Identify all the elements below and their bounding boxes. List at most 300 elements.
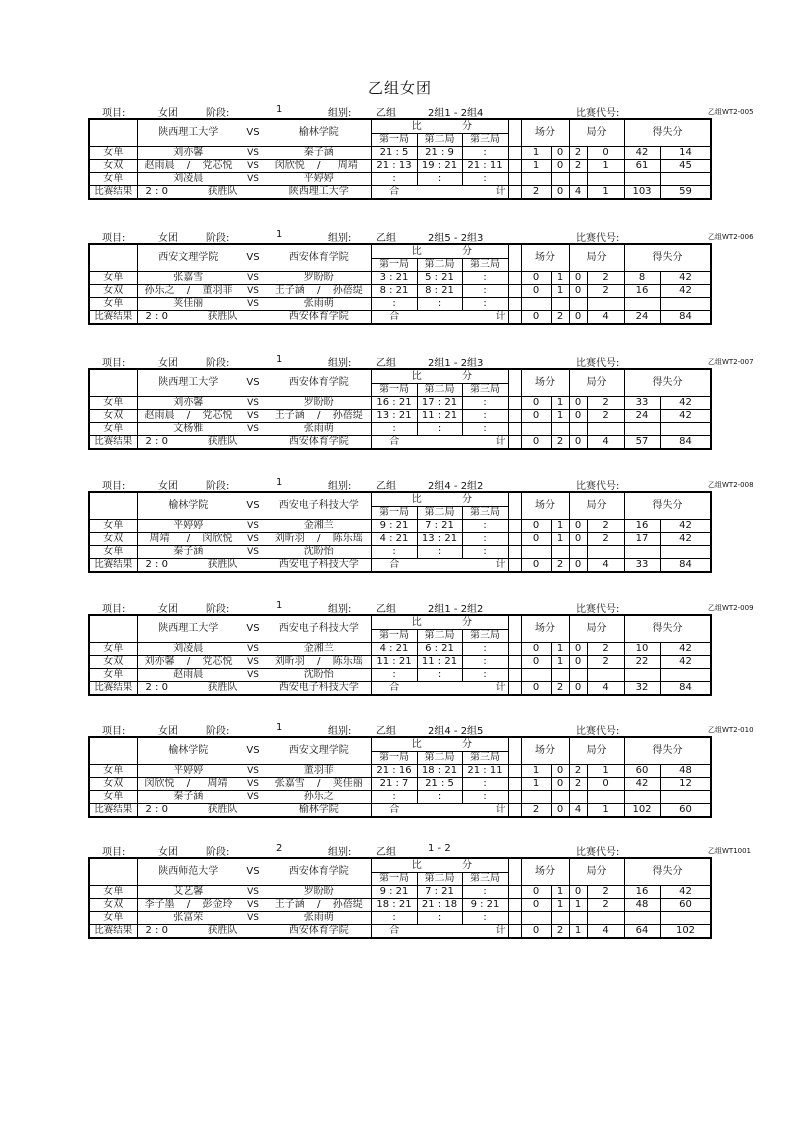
game3-header: 第三局	[470, 259, 500, 270]
vs-label: VS	[247, 424, 259, 434]
total-game-points-a: 0	[574, 559, 582, 570]
game-points-header: 局分	[586, 377, 607, 388]
total-match-points-b: 2	[556, 925, 564, 936]
slash: /	[317, 899, 321, 910]
match-points-a: 0	[532, 656, 540, 667]
event-type: 女双	[103, 410, 124, 421]
points-header: 得失分	[652, 252, 683, 263]
result-row	[89, 559, 711, 573]
match-row	[89, 520, 711, 533]
score-header-bi: 比	[411, 245, 422, 257]
total-game-points-a: 0	[574, 436, 582, 447]
points-b: 12	[679, 778, 692, 789]
game1-score: 21 : 7	[379, 778, 409, 789]
group-value: 乙组	[376, 233, 396, 244]
total-match-points-a: 0	[532, 682, 540, 693]
game-points-a: 0	[574, 656, 582, 667]
team-a-name: 陕西师范大学	[158, 866, 219, 877]
match-block	[88, 722, 754, 818]
match-row	[89, 886, 711, 899]
team-score: 2 : 0	[145, 682, 168, 693]
vs-label: VS	[246, 377, 260, 388]
table-header-row	[89, 244, 711, 259]
game2-score: 11 : 21	[421, 410, 458, 421]
game-points-header: 局分	[586, 866, 607, 877]
total-label-ji: 计	[495, 311, 506, 322]
match-header	[88, 477, 754, 492]
vs-label: VS	[247, 779, 259, 789]
vs-label: VS	[247, 161, 259, 171]
table-header-row	[89, 492, 711, 507]
match-points-b: 1	[556, 643, 564, 654]
group-value: 乙组	[376, 358, 396, 369]
match-points-b: 1	[556, 397, 564, 408]
match-header	[88, 722, 754, 737]
game1-header: 第一局	[379, 507, 409, 518]
vs-label: VS	[246, 745, 260, 756]
stage-value: 1	[276, 354, 283, 365]
match-points-a: 1	[532, 778, 540, 789]
stage-value: 1	[276, 477, 283, 488]
team-b-name: 西安文理学院	[288, 745, 349, 756]
player-b2: 孙蓓缇	[332, 410, 363, 421]
game-points-b: 2	[602, 899, 609, 910]
match-row	[89, 298, 711, 311]
result-label: 比赛结果	[94, 559, 133, 570]
winner-team: 榆林学院	[298, 804, 339, 815]
game-points-header: 局分	[586, 252, 607, 263]
player-b1: 罗盼盼	[303, 397, 334, 408]
points-b: 42	[679, 272, 692, 283]
match-points-header: 场分	[535, 745, 555, 756]
game-points-b: 2	[602, 886, 609, 897]
slash: /	[186, 899, 191, 910]
total-game-points-a: 0	[574, 311, 582, 322]
total-points-b: 59	[679, 186, 692, 197]
total-match-points-a: 0	[532, 311, 540, 322]
game3-header: 第三局	[470, 630, 500, 641]
winner-label: 获胜队	[207, 311, 238, 322]
item-value: 女团	[158, 481, 178, 492]
match-row	[89, 791, 711, 804]
match-points-b: 1	[556, 410, 564, 421]
points-b: 48	[679, 765, 692, 776]
game3-score: :	[483, 912, 487, 923]
group-label: 组别:	[328, 108, 352, 119]
match-block	[88, 600, 754, 696]
player-b1: 王子涵	[274, 410, 305, 421]
match-points-a: 1	[532, 160, 540, 171]
game1-score: 3 : 21	[379, 272, 409, 283]
player-a1: 刘亦馨	[173, 147, 204, 158]
event-type: 女单	[103, 886, 124, 897]
player-a1: 李子墨	[144, 899, 175, 910]
game-points-b: 2	[602, 520, 609, 531]
game1-score: :	[392, 173, 396, 184]
event-type: 女双	[103, 656, 124, 667]
team-b-name: 西安体育学院	[288, 866, 349, 877]
score-header-bi: 比	[411, 120, 422, 132]
game3-score: :	[483, 173, 487, 184]
event-type: 女双	[103, 899, 124, 910]
event-type: 女单	[103, 147, 124, 158]
total-points-b: 60	[679, 804, 692, 815]
vs-label: VS	[247, 273, 259, 283]
match-points-a: 1	[532, 765, 540, 776]
game1-score: 4 : 21	[379, 643, 409, 654]
game2-header: 第二局	[424, 630, 455, 641]
player-b1: 罗盼盼	[303, 272, 334, 283]
total-game-points-b: 4	[602, 311, 609, 322]
total-label-ji: 计	[495, 559, 506, 570]
player-a1: 平婷婷	[173, 520, 204, 531]
winner-label: 获胜队	[207, 925, 238, 936]
match-table	[88, 491, 712, 573]
total-game-points-b: 4	[602, 436, 609, 447]
team-b-name: 西安电子科技大学	[278, 500, 359, 511]
match-table	[88, 243, 712, 325]
points-header: 得失分	[652, 127, 683, 138]
item-label: 项目:	[102, 108, 126, 119]
player-b1: 王子涵	[274, 899, 305, 910]
game1-score: :	[392, 669, 396, 680]
points-a: 8	[638, 272, 646, 283]
player-b1: 沈盼怡	[303, 669, 334, 680]
points-header: 得失分	[652, 745, 683, 756]
points-b: 42	[679, 285, 692, 296]
player-a1: 艾艺馨	[173, 886, 204, 897]
points-header: 得失分	[652, 866, 683, 877]
points-a: 42	[635, 778, 649, 789]
vs-label: VS	[247, 299, 259, 309]
player-a1: 孙乐之	[144, 285, 175, 296]
points-a: 16	[635, 285, 649, 296]
game1-score: 11 : 21	[376, 656, 412, 667]
game2-score: 19 : 21	[421, 160, 458, 171]
player-a2: 周靖	[207, 778, 228, 789]
game-points-b: 1	[602, 160, 609, 171]
game-points-a: 0	[574, 397, 582, 408]
points-a: 33	[635, 397, 649, 408]
points-a: 10	[635, 643, 649, 654]
game2-header: 第二局	[424, 873, 455, 884]
total-points-a: 32	[635, 682, 649, 693]
match-code: 乙组WT2-006	[708, 233, 754, 241]
game1-score: :	[392, 912, 396, 923]
game2-score: 7 : 21	[425, 520, 454, 531]
vs-label: VS	[246, 127, 260, 138]
total-match-points-a: 2	[532, 186, 540, 197]
stage-label: 阶段:	[206, 481, 230, 492]
vs-label: VS	[247, 900, 259, 910]
result-label: 比赛结果	[94, 804, 133, 815]
game1-score: 18 : 21	[376, 899, 412, 910]
total-match-points-b: 0	[556, 186, 564, 197]
vs-label: VS	[246, 866, 260, 877]
match-row	[89, 912, 711, 925]
match-code-label: 比赛代号:	[576, 604, 620, 615]
vs-label: VS	[247, 286, 259, 296]
game2-score: :	[437, 546, 442, 557]
stage-label: 阶段:	[206, 847, 230, 858]
game2-score: :	[437, 669, 442, 680]
player-a1: 刘亦馨	[173, 397, 204, 408]
slash: /	[186, 410, 191, 421]
game-points-b: 0	[602, 778, 609, 789]
match-points-header: 场分	[535, 623, 555, 634]
points-b: 60	[679, 899, 692, 910]
pair-value: 2组4 - 2组5	[428, 726, 484, 737]
points-a: 61	[635, 160, 649, 171]
team-score: 2 : 0	[145, 186, 168, 197]
result-row	[89, 925, 711, 939]
game-points-a: 2	[574, 778, 582, 789]
event-type: 女双	[103, 160, 124, 171]
game-points-b: 2	[602, 272, 609, 283]
game1-header: 第一局	[379, 259, 409, 270]
stage-value: 1	[276, 722, 283, 733]
match-code: 乙组WT2-010	[708, 726, 754, 734]
game2-header: 第二局	[424, 259, 455, 270]
winner-team: 西安体育学院	[288, 436, 349, 447]
player-b1: 金湘兰	[303, 643, 334, 654]
result-row	[89, 436, 711, 450]
player-b1: 张雨萌	[303, 423, 334, 434]
vs-label: VS	[246, 500, 260, 511]
winner-label: 获胜队	[207, 682, 238, 693]
result-label: 比赛结果	[94, 436, 133, 447]
game-points-b: 2	[602, 533, 609, 544]
slash: /	[186, 285, 191, 296]
game3-score: :	[483, 656, 487, 667]
group-label: 组别:	[328, 233, 352, 244]
match-code-label: 比赛代号:	[576, 233, 620, 244]
vs-label: VS	[247, 887, 259, 897]
total-label-ji: 计	[495, 186, 506, 197]
game3-header: 第三局	[470, 134, 500, 145]
item-value: 女团	[158, 847, 178, 858]
match-row	[89, 546, 711, 559]
player-b2: 孙蓓缇	[332, 285, 363, 296]
points-b: 42	[679, 533, 692, 544]
match-row	[89, 669, 711, 682]
game1-score: :	[392, 546, 396, 557]
event-type: 女单	[103, 397, 124, 408]
game1-score: 4 : 21	[379, 533, 409, 544]
winner-label: 获胜队	[207, 436, 238, 447]
player-b1: 张雨萌	[303, 298, 334, 309]
match-points-a: 0	[532, 272, 540, 283]
match-row	[89, 533, 711, 546]
total-game-points-b: 4	[602, 682, 609, 693]
team-a-name: 陕西理工大学	[158, 377, 219, 388]
game2-score: 13 : 21	[421, 533, 458, 544]
player-a1: 张嘉雪	[173, 272, 204, 283]
game1-score: 13 : 21	[376, 410, 412, 421]
table-header-row	[89, 615, 711, 630]
match-header	[88, 229, 754, 244]
score-header-bi: 比	[411, 370, 422, 382]
total-points-a: 103	[632, 186, 652, 197]
table-header-row	[89, 858, 711, 873]
match-row	[89, 656, 711, 669]
points-b: 45	[679, 160, 692, 171]
total-points-b: 102	[675, 925, 696, 936]
result-row	[89, 804, 711, 818]
event-type: 女单	[103, 912, 124, 923]
match-header	[88, 354, 754, 369]
winner-label: 获胜队	[207, 186, 238, 197]
player-a1: 赵雨晨	[144, 410, 175, 421]
game-points-b: 0	[602, 147, 609, 158]
match-points-a: 0	[532, 533, 540, 544]
total-label-he: 合	[389, 804, 400, 815]
game3-score: :	[483, 397, 487, 408]
player-b1: 罗盼盼	[303, 886, 334, 897]
group-label: 组别:	[328, 481, 352, 492]
total-points-b: 84	[679, 311, 692, 322]
result-row	[89, 186, 711, 200]
total-points-b: 84	[679, 559, 692, 570]
group-value: 乙组	[376, 847, 396, 858]
player-a1: 平婷婷	[173, 765, 204, 776]
match-row	[89, 160, 711, 173]
score-header-bi: 比	[411, 493, 422, 505]
slash: /	[317, 656, 321, 667]
game1-header: 第一局	[379, 384, 409, 395]
game1-score: :	[392, 791, 396, 802]
total-label-he: 合	[389, 436, 400, 447]
match-code-label: 比赛代号:	[576, 726, 620, 737]
team-b-name: 榆林学院	[298, 127, 339, 138]
vs-label: VS	[247, 174, 259, 184]
match-points-header: 场分	[535, 252, 555, 263]
game3-score: :	[483, 298, 487, 309]
match-points-b: 1	[556, 272, 564, 283]
points-a: 42	[635, 147, 649, 158]
game3-score: :	[483, 533, 487, 544]
points-b: 42	[679, 397, 692, 408]
match-table	[88, 614, 712, 696]
match-points-a: 0	[532, 643, 540, 654]
result-label: 比赛结果	[94, 925, 133, 936]
game3-score: :	[483, 423, 487, 434]
game3-score: :	[483, 285, 487, 296]
item-label: 项目:	[102, 604, 126, 615]
event-type: 女单	[103, 272, 124, 283]
slash: /	[317, 160, 321, 171]
game3-header: 第三局	[470, 873, 500, 884]
total-match-points-b: 2	[556, 436, 564, 447]
total-label-ji: 计	[495, 804, 506, 815]
game2-header: 第二局	[424, 384, 455, 395]
points-b: 42	[679, 886, 692, 897]
event-type: 女双	[103, 533, 124, 544]
player-b1: 张嘉雪	[274, 778, 305, 789]
match-points-b: 0	[556, 160, 564, 171]
player-b1: 金湘兰	[303, 520, 334, 531]
game1-header: 第一局	[379, 873, 409, 884]
stage-label: 阶段:	[206, 604, 230, 615]
game-points-a: 0	[574, 410, 582, 421]
team-a-name: 西安文理学院	[158, 252, 219, 263]
game1-score: 21 : 5	[379, 147, 409, 158]
team-score: 2 : 0	[145, 559, 168, 570]
total-match-points-b: 2	[556, 559, 564, 570]
game2-score: :	[437, 173, 442, 184]
player-b1: 平婷婷	[303, 173, 334, 184]
slash: /	[317, 410, 321, 421]
game2-score: 21 : 5	[425, 778, 454, 789]
total-label-he: 合	[389, 311, 400, 322]
slash: /	[186, 778, 191, 789]
game-points-b: 2	[602, 656, 609, 667]
points-header: 得失分	[652, 500, 683, 511]
match-points-header: 场分	[535, 500, 555, 511]
slash: /	[317, 285, 321, 296]
game1-score: :	[392, 298, 396, 309]
score-header-bi: 比	[411, 616, 422, 628]
pair-value: 2组5 - 2组3	[428, 233, 484, 244]
pair-value: 1 - 2	[428, 843, 451, 854]
group-value: 乙组	[376, 604, 396, 615]
match-row	[89, 643, 711, 656]
score-header-fen: 分	[462, 738, 472, 750]
match-code: 乙组WT2-005	[708, 108, 754, 116]
item-value: 女团	[158, 726, 178, 737]
table-header-row	[89, 119, 711, 134]
vs-label: VS	[246, 623, 260, 634]
match-row	[89, 778, 711, 791]
match-header	[88, 600, 754, 615]
total-match-points-b: 2	[556, 311, 564, 322]
total-points-a: 57	[635, 436, 649, 447]
team-a-name: 陕西理工大学	[158, 623, 219, 634]
points-b: 42	[679, 520, 692, 531]
game2-header: 第二局	[424, 134, 455, 145]
item-label: 项目:	[102, 726, 126, 737]
slash: /	[186, 533, 191, 544]
total-label-he: 合	[389, 186, 400, 197]
total-label-ji: 计	[495, 436, 506, 447]
game2-score: 7 : 21	[425, 886, 454, 897]
event-type: 女单	[103, 791, 124, 802]
player-a1: 刘凌晨	[173, 173, 204, 184]
total-label-ji: 计	[495, 682, 506, 693]
game2-header: 第二局	[424, 507, 455, 518]
pair-value: 2组1 - 2组2	[428, 604, 484, 615]
total-game-points-a: 4	[574, 804, 582, 815]
score-header-fen: 分	[462, 616, 472, 628]
match-points-b: 1	[556, 285, 564, 296]
stage-value: 1	[276, 600, 283, 611]
player-a1: 刘凌晨	[173, 643, 204, 654]
player-a2: 闵欣悦	[202, 533, 233, 544]
match-points-b: 0	[556, 147, 564, 158]
match-header	[88, 104, 754, 119]
slash: /	[186, 656, 191, 667]
match-block	[88, 477, 754, 573]
match-table	[88, 857, 712, 939]
total-points-a: 24	[635, 311, 649, 322]
stage-label: 阶段:	[206, 108, 230, 119]
total-match-points-a: 0	[532, 436, 540, 447]
event-type: 女双	[103, 778, 124, 789]
match-block	[88, 843, 752, 939]
group-label: 组别:	[328, 604, 352, 615]
player-b1: 秦子涵	[303, 147, 334, 158]
game-points-a: 0	[574, 533, 582, 544]
